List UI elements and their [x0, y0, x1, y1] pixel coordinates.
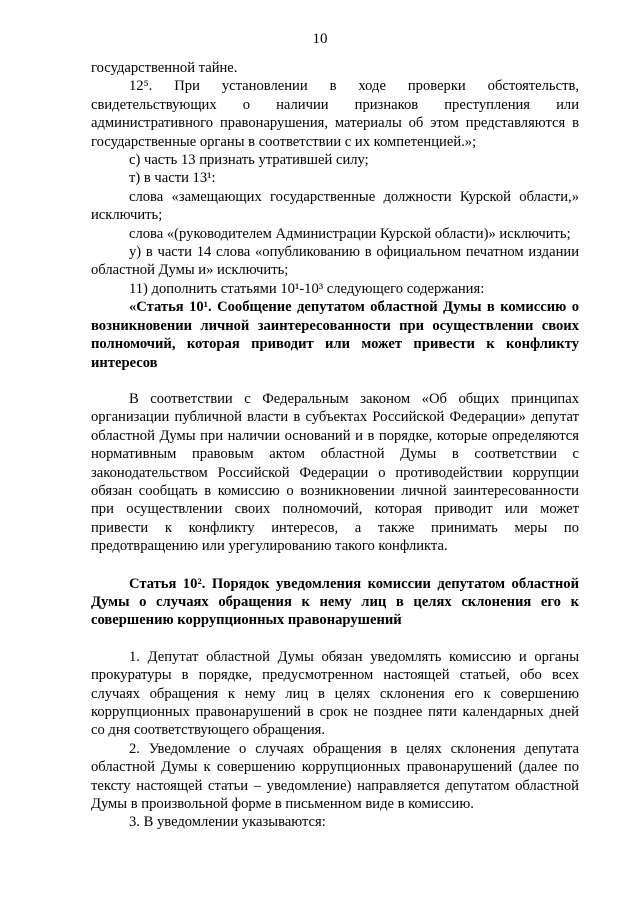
- paragraph: государственной тайне.: [91, 60, 238, 76]
- article-text: В соответствии с Федеральным законом «Об общих принципах организации публичной власти в субъектах Российской Федерации» депутат областной Думы при наличии оснований и в порядке, которые определяются нормативным правовым актом областной Думы в соответствии с законодательством Российской Федерации о противодействии коррупции обязан сообщать в комиссию о возникновении личной заинтересованности при осуществлении своих полномочий, которая приводит или может привести к конфликту интересов, а также принимать меры по предотвращению или урегулированию такого конфликта.: [91, 390, 579, 555]
- page-number: 10: [312, 31, 328, 47]
- spacer: [91, 630, 579, 648]
- paragraph: слова «(руководителем Администрации Курской области)» исключить;: [129, 225, 571, 242]
- spacer: [91, 556, 579, 575]
- paragraph: слова «замещающих государственные должности Курской области,» исключить;: [91, 188, 579, 224]
- spacer: [91, 372, 579, 390]
- document-body: [91, 59, 579, 832]
- paragraph: у) в части 14 слова «опубликованию в официальном печатном издании областной Думы и» исключить;: [91, 244, 579, 279]
- paragraph: т) в части 13¹:: [129, 170, 216, 187]
- paragraph: 12⁵. При установлении в ходе проверки обстоятельств, свидетельствующих о наличии признаков преступления или административного правонарушения, материалы об этом представляются в государственные органы в соответствии с их компетенцией.»;: [91, 78, 579, 150]
- article-item: 1. Депутат областной Думы обязан уведомлять комиссию и органы прокуратуры в порядке, предусмотренном настоящей статьей, обо всех случаях обращения к нему лиц в целях склонения его к совершению коррупционных правонарушений в срок не позднее пяти календарных дней со дня соответствующего обращения.: [91, 648, 579, 739]
- paragraph: 11) дополнить статьями 10¹-10³ следующего содержания:: [129, 280, 485, 297]
- article-item: 3. В уведомлении указываются:: [129, 814, 326, 831]
- paragraph: с) часть 13 признать утратившей силу;: [129, 152, 369, 169]
- article-heading: «Статья 10¹. Сообщение депутатом областной Думы в комиссию о возникновении личной заинтересованности при осуществлении своих полномочий, которая приводит или может привести к конфликту интересов: [91, 299, 579, 371]
- article-heading: Статья 10². Порядок уведомления комиссии депутатом областной Думы о случаях обращения к нему лиц в целях склонения его к совершению коррупционных правонарушений: [91, 575, 579, 629]
- article-item: 2. Уведомление о случаях обращения в целях склонения депутата областной Думы к совершению коррупционных правонарушений (далее по тексту настоящей статьи – уведомление) направляется депутатом областной Думы в произвольной форме в письменном виде в комиссию.: [91, 740, 579, 813]
